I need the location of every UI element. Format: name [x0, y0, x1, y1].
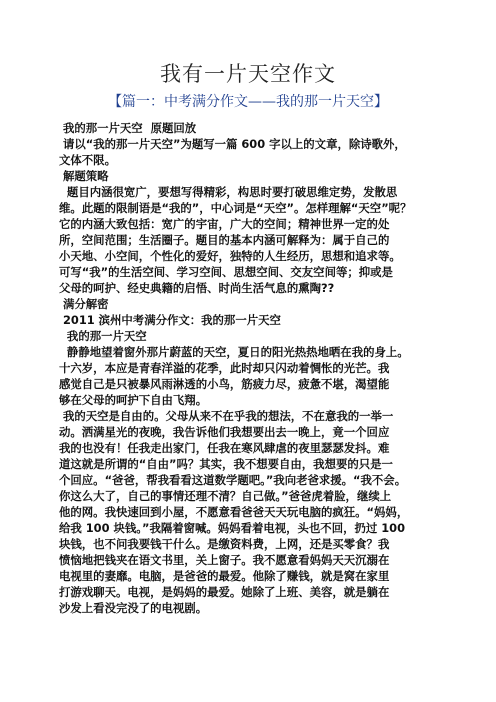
body-line: 打游戏聊天。电视，是妈妈的最爱。她除了上班、美容，就是躺在: [59, 585, 390, 599]
body-line: 满分解密: [59, 297, 109, 311]
body-line: 动。洒满星光的夜晚，我告诉他们我想要出去一晚上，竟一个回应: [59, 425, 390, 439]
body-line: 块钱，也不问我要钱干什么。是缴资料费，上网，还是买零食？我: [59, 537, 390, 551]
body-line: 所，空间范围；生活圈子。题目的基本内涵可解释为：属于自己的: [59, 233, 390, 247]
body-line: 道这就是所谓的“自由”吗？其实，我不想要自由，我想要的只是一: [59, 457, 393, 471]
body-line: 够在父母的呵护下自由飞翔。: [59, 393, 208, 407]
body-line: 我的天空是自由的。父母从来不在乎我的想法，不在意我的一举一: [59, 409, 394, 423]
body-line: 2011 滨州中考满分作文：我的那一片天空: [59, 313, 281, 327]
body-line: 静静地望着窗外那片蔚蓝的天空，夏日的阳光热热地晒在我的身上。: [59, 345, 409, 359]
document-body: [59, 120, 443, 616]
body-line: 我的那一片天空: [59, 329, 147, 343]
body-line: 愤恼地把钱夹在语文书里，关上窗子。我不愿意看妈妈天天沉溺在: [59, 553, 390, 567]
body-line: 电视里的妻靡。电脑，是爸爸的最爱。他除了赚钱，就是窝在家里: [59, 569, 390, 583]
body-line: 父母的呵护、经史典籍的启悟、时尚生活气息的熏陶??: [59, 281, 335, 295]
body-line: 我的那一片天空 原题回放: [59, 121, 197, 135]
body-line: 十六岁，本应是青春洋溢的花季，此时却只闪动着惆怅的光芒。我: [59, 361, 390, 375]
body-line: 沙发上看没完没了的电视剧。: [59, 601, 208, 615]
body-line: 文体不限。: [59, 153, 116, 167]
document-subtitle: 【篇一：中考满分作文——我的那一片天空】: [108, 94, 388, 110]
body-line: 个回应。“爸爸，帮我看看这道数学题吧。”我向老爸求援。“我不会。: [59, 473, 407, 487]
body-line: 我的也没有！任我走出家门，任我在寒风肆虐的夜里瑟瑟发抖。难: [59, 441, 390, 455]
body-line: 请以“我的那一片天空”为题写一篇 600 字以上的文章，除诗歌外，: [59, 137, 406, 151]
body-line: 题目内涵很宽广，要想写得精彩，构思时要打破思维定势，发散思: [59, 185, 398, 199]
body-line: 解题策略: [59, 169, 109, 183]
body-line: 维。此题的限制语是“我的”，中心词是“天空”。怎样理解“天空”呢？: [59, 201, 412, 215]
body-line: 可写“我”的生活空间、学习空间、思想空间、交友空间等；抑或是: [59, 265, 393, 279]
body-line: 它的内涵大致包括：宽广的宇宙，广大的空间；精神世界一定的处: [59, 217, 390, 231]
body-line: 他的网。我快速回到小屋，不愿意看爸爸天天玩电脑的疯狂。“妈妈，: [59, 505, 409, 519]
document-title: 我有一片天空作文: [160, 62, 336, 86]
body-line: 给我 100 块钱。”我隔着窗喊。妈妈看着电视，头也不回，扔过 100: [59, 521, 406, 535]
body-line: 感觉自己是只被暴风雨淋透的小鸟，筋疲力尽，疲惫不堪，渴望能: [59, 377, 390, 391]
body-line: 你这么大了，自己的事情还理不清？自己做。”爸爸虎着脸，继续上: [59, 489, 392, 503]
body-line: 小天地、小空间，个性化的爱好，独特的人生经历，思想和追求等。: [59, 249, 401, 263]
